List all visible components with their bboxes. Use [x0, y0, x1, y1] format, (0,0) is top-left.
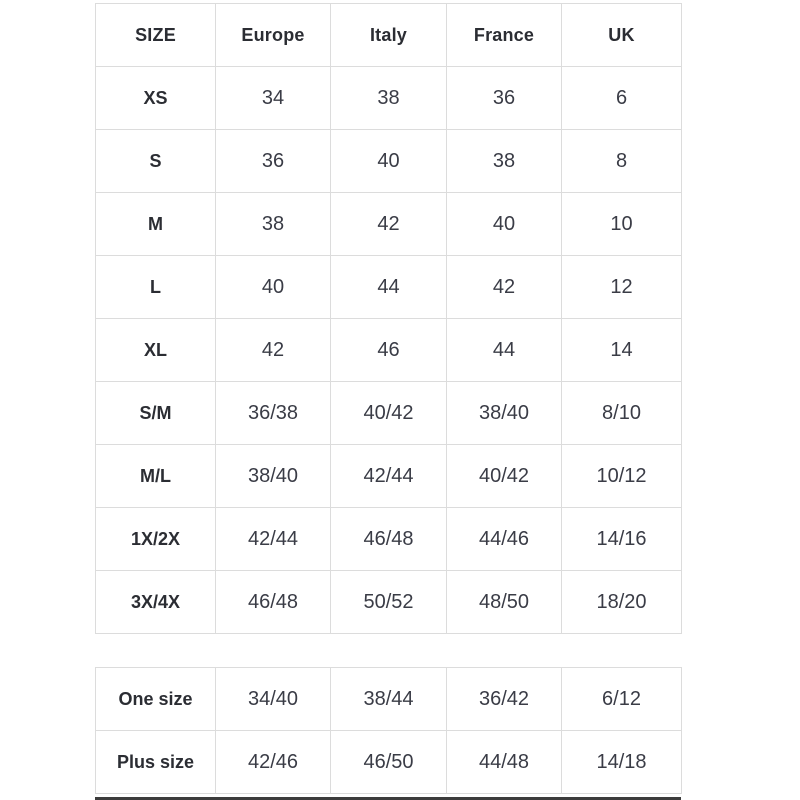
value-cell: 38 — [447, 130, 562, 193]
value-cell: 40 — [447, 193, 562, 256]
table-row — [96, 256, 682, 319]
value-cell: 8 — [562, 130, 682, 193]
value-cell: 38/40 — [447, 382, 562, 445]
size-label-cell: XS — [96, 67, 216, 130]
header-cell: Italy — [331, 4, 447, 67]
size-table-body — [96, 67, 682, 634]
value-cell: 38/44 — [331, 668, 447, 731]
value-cell: 10/12 — [562, 445, 682, 508]
value-cell: 42 — [331, 193, 447, 256]
value-cell: 40/42 — [447, 445, 562, 508]
header-cell: Europe — [216, 4, 331, 67]
size-conversion-table — [95, 3, 682, 634]
value-cell: 40/42 — [331, 382, 447, 445]
table-row — [96, 193, 682, 256]
table-row — [96, 668, 682, 731]
header-cell: France — [447, 4, 562, 67]
size-label-cell: S — [96, 130, 216, 193]
value-cell: 36/42 — [447, 668, 562, 731]
value-cell: 38/40 — [216, 445, 331, 508]
table-row — [96, 130, 682, 193]
value-cell: 42/46 — [216, 731, 331, 794]
value-cell: 44/48 — [447, 731, 562, 794]
table-row — [96, 67, 682, 130]
table-row — [96, 319, 682, 382]
value-cell: 36 — [216, 130, 331, 193]
size-label-cell: M — [96, 193, 216, 256]
value-cell: 36 — [447, 67, 562, 130]
value-cell: 42/44 — [216, 508, 331, 571]
value-cell: 50/52 — [331, 571, 447, 634]
size-label-cell: M/L — [96, 445, 216, 508]
header-cell: UK — [562, 4, 682, 67]
table-row — [96, 382, 682, 445]
value-cell: 40 — [216, 256, 331, 319]
size-label-cell: Plus size — [96, 731, 216, 794]
size-label-cell: 3X/4X — [96, 571, 216, 634]
table-row — [96, 445, 682, 508]
value-cell: 48/50 — [447, 571, 562, 634]
value-cell: 38 — [331, 67, 447, 130]
value-cell: 38 — [216, 193, 331, 256]
value-cell: 34 — [216, 67, 331, 130]
table-row — [96, 731, 682, 794]
value-cell: 42 — [216, 319, 331, 382]
value-cell: 14/16 — [562, 508, 682, 571]
value-cell: 42 — [447, 256, 562, 319]
header-cell: SIZE — [96, 4, 216, 67]
value-cell: 46/48 — [216, 571, 331, 634]
size-label-cell: S/M — [96, 382, 216, 445]
value-cell: 6 — [562, 67, 682, 130]
size-label-cell: One size — [96, 668, 216, 731]
value-cell: 6/12 — [562, 668, 682, 731]
value-cell: 46/50 — [331, 731, 447, 794]
header-row — [96, 4, 682, 67]
value-cell: 14 — [562, 319, 682, 382]
value-cell: 12 — [562, 256, 682, 319]
size-label-cell: XL — [96, 319, 216, 382]
size-label-cell: L — [96, 256, 216, 319]
special-sizes-table — [95, 667, 682, 794]
value-cell: 14/18 — [562, 731, 682, 794]
table-row — [96, 508, 682, 571]
value-cell: 8/10 — [562, 382, 682, 445]
value-cell: 18/20 — [562, 571, 682, 634]
table-row — [96, 571, 682, 634]
value-cell: 36/38 — [216, 382, 331, 445]
value-cell: 44/46 — [447, 508, 562, 571]
value-cell: 46/48 — [331, 508, 447, 571]
value-cell: 42/44 — [331, 445, 447, 508]
value-cell: 10 — [562, 193, 682, 256]
size-label-cell: 1X/2X — [96, 508, 216, 571]
value-cell: 34/40 — [216, 668, 331, 731]
value-cell: 46 — [331, 319, 447, 382]
value-cell: 40 — [331, 130, 447, 193]
value-cell: 44 — [331, 256, 447, 319]
value-cell: 44 — [447, 319, 562, 382]
special-table-body — [96, 668, 682, 794]
